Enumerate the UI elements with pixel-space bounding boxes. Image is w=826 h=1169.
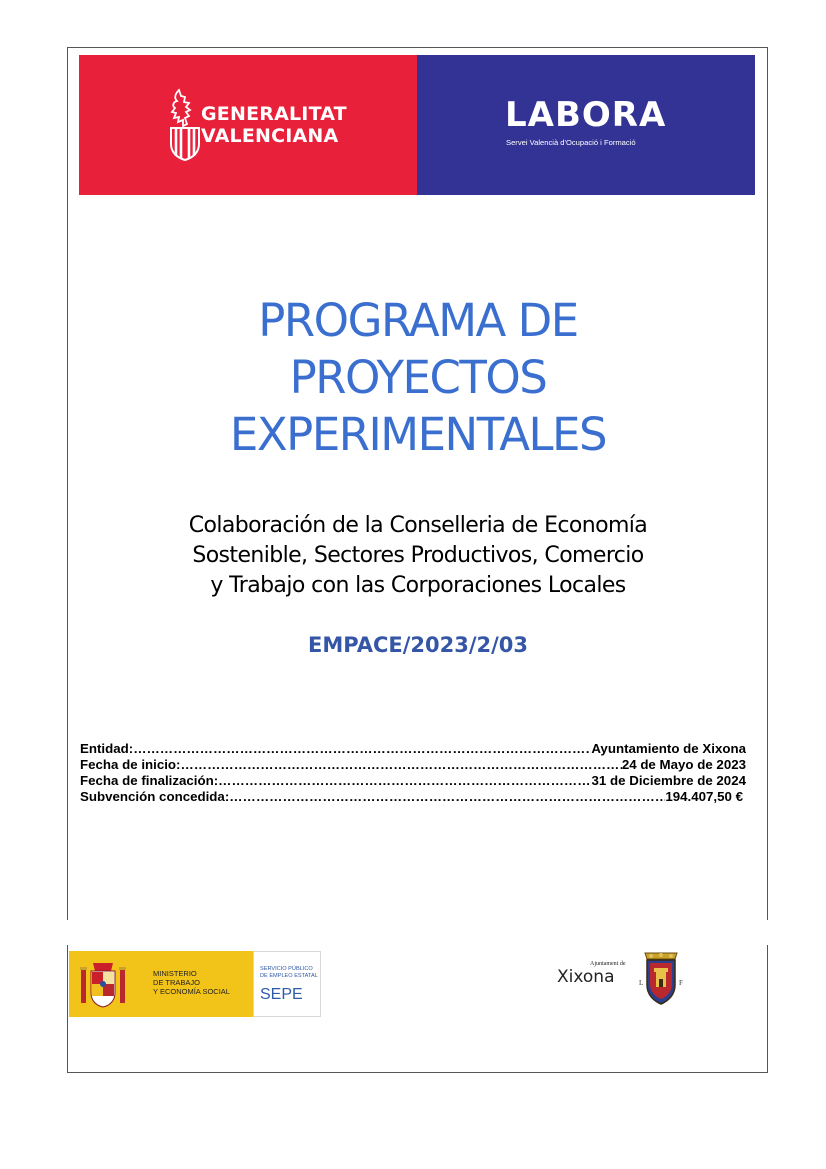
title-line: PROYECTOS — [289, 351, 547, 404]
dot-leader — [218, 773, 591, 789]
detail-value: 194.407,50 € — [665, 789, 743, 804]
subtitle-line: Sostenible, Sectores Productivos, Comercio — [192, 543, 644, 568]
detail-label: Fecha de finalización: — [80, 773, 219, 788]
detail-row-start-date — [80, 757, 746, 773]
sepe-small-line: SERVICIO PÚBLICO — [260, 966, 313, 972]
detail-row-grant — [80, 789, 743, 805]
shield-letter: L — [639, 979, 644, 987]
xixona-logo — [555, 951, 695, 1011]
ministerio-line: MINISTERIO — [153, 969, 197, 978]
generalitat-emblem-icon — [165, 88, 205, 162]
detail-label: Subvención concedida: — [80, 789, 230, 804]
sepe-title: SEPE — [260, 986, 303, 1003]
frame-gap — [766, 920, 769, 945]
ministerio-logo — [69, 951, 321, 1017]
subtitle-line: Colaboración de la Conselleria de Economía — [188, 513, 648, 538]
ministerio-panel — [69, 951, 253, 1017]
dot-leader — [181, 757, 622, 773]
project-details — [80, 741, 746, 805]
frame-gap — [66, 920, 69, 945]
xixona-name: Xixona — [557, 967, 615, 987]
labora-subtitle: Servei Valencià d'Ocupació i Formació — [506, 138, 636, 147]
detail-label: Fecha de inicio: — [80, 757, 181, 772]
detail-value: 24 de Mayo de 2023 — [621, 757, 746, 772]
header-banner — [79, 55, 755, 195]
page-title — [80, 292, 756, 463]
detail-value: 31 de Diciembre de 2024 — [591, 773, 746, 788]
shield-letter: F — [679, 979, 683, 987]
subtitle-line: y Trabajo con las Corporaciones Locales — [210, 573, 626, 598]
page-subtitle — [80, 511, 756, 601]
detail-row-end-date — [80, 773, 746, 789]
labora-title: LABORA — [505, 95, 667, 135]
detail-value: Ayuntamiento de Xixona — [591, 741, 746, 756]
ministerio-line: Y ECONOMÍA SOCIAL — [153, 987, 230, 996]
generalitat-line: VALENCIANA — [201, 125, 339, 147]
sepe-small-line: DE EMPLEO ESTATAL — [260, 972, 318, 979]
dot-leader — [133, 741, 591, 757]
detail-row-entity — [80, 741, 746, 757]
xixona-shield-icon — [635, 951, 687, 1007]
detail-label: Entidad: — [80, 741, 134, 756]
title-line: PROGRAMA DE — [258, 294, 578, 347]
spain-coat-of-arms-icon — [79, 959, 127, 1009]
labora-logo-panel — [417, 55, 755, 195]
sepe-panel — [253, 951, 321, 1017]
generalitat-logo-panel — [79, 55, 417, 195]
generalitat-line: GENERALITAT — [201, 103, 347, 125]
title-line: EXPERIMENTALES — [229, 408, 607, 461]
xixona-small-text: Ajuntament de — [590, 961, 626, 967]
ministerio-line: DE TRABAJO — [153, 978, 200, 987]
dot-leader — [229, 789, 665, 805]
program-code: EMPACE/2023/2/03 — [307, 633, 528, 657]
